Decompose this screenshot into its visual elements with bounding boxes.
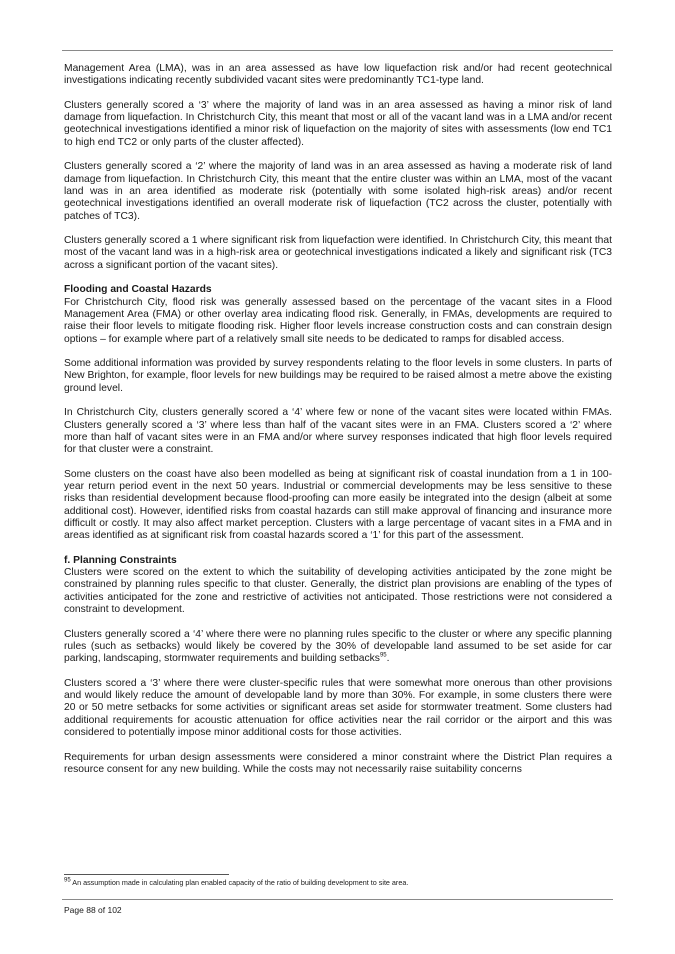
paragraph-text: Clusters generally scored a ‘4’ where there were no planning rules specific to the cluster or where any specific planning rules (such as setbacks) would likely be covered by the 30% of developable land assumed to be set aside for car parking, landscaping, stormwater requirements and building setbacks [64,628,612,665]
footnote-reference[interactable]: 95 [379,652,387,659]
paragraph: Clusters were scored on the extent to which the suitability of developing activities anticipated by the zone might be constrained by planning rules specific to that cluster. Generally, the district plan provisions are enabling of the types of activities anticipated for the zone and restrictive of activities not anticipated. Those restrictions were not considered a constraint to development. [64,567,612,616]
paragraph: In Christchurch City, clusters generally scored a ‘4’ where few or none of the vacant sites were located within FMAs. Clusters generally scored a ‘3’ where less than half of the vacant sites were in an FMA. Clusters scored a ‘2’ where more than half of vacant sites were in an FMA and/or where survey responses indicated that high floor levels required for that cluster were a constraint. [64,407,612,456]
body-text [64,63,612,789]
paragraph: Some additional information was provided by survey respondents relating to the floor levels in some clusters. In parts of New Brighton, for example, floor levels for new buildings may be required to be raised almost a metre above the existing ground level. [64,358,612,394]
paragraph: For Christchurch City, flood risk was generally assessed based on the percentage of the vacant sites in a Flood Management Area (FMA) or other overlay area indicating flood risk. Generally, in FMAs, developments are required to raise their floor levels to mitigate flooding risk. Higher floor levels increase construction costs and can constrain design options – for example where part of a relatively small site needs to be dedicated to ramps for disabled access. [64,296,612,345]
section-heading-planning: f. Planning Constraints [64,554,177,566]
section-heading-flooding: Flooding and Coastal Hazards [64,284,212,296]
paragraph: Clusters generally scored a ‘2’ where the majority of land was in an area assessed as having a moderate risk of land damage from liquefaction. In Christchurch City, this meant that the entire cluster was within an LMA, most of the vacant land was in an area identified as moderate risk (potentially with some isolated high-risk areas) and/or recent geotechnical investigations identified an overall moderate risk of liquefaction (TC2 across the cluster, potentially with patches of TC3). [64,161,612,222]
header-rule [62,50,613,51]
footnote [64,878,612,887]
paragraph: Clusters scored a ‘3’ where there were cluster-specific rules that were somewhat more onerous than other provisions and would likely reduce the amount of developable land by more than 30%. For example, in some clusters there were 20 or 50 metre setbacks for some activities or significant areas set aside for stormwater treatment. Some clusters had additional requirements for acoustic attenuation for office activities near the rail corridor or the airport and this was considered to potentially impose minor additional costs for those activities. [64,677,612,739]
footnote-rule [64,874,229,875]
paragraph: Clusters generally scored a 1 where significant risk from liquefaction were identified. In Christchurch City, this meant that most of the vacant land was in a high-risk area or geotechnical investigations indicated a likely and significant risk (TC3 across a significant portion of the vacant sites). [64,235,612,271]
footer-rule [62,899,613,900]
paragraph: Clusters generally scored a ‘3’ where the majority of land was in an area assessed as having a minor risk of land damage from liquefaction. In Christchurch City, this meant that most or all of the vacant land was in a LMA and/or recent geotechnical investigations identified a minor risk of liquefaction on the majority of sites with assessments (low end TC1 to high end TC2 or only parts of the cluster affected). [64,99,612,148]
paragraph: Requirements for urban design assessments were considered a minor constraint where the District Plan requires a resource consent for any new building. While the costs may not necessarily raise suitability concerns [64,751,612,775]
paragraph: Some clusters on the coast have also been modelled as being at significant risk of coastal inundation from a 1 in 100-year return period event in the next 50 years. Industrial or commercial developments may be less sensitive to these risks than residential development because flood-proofing can more easily be integrated into the design (albeit at some additional cost). However, identified risks from coastal hazards can still make approval of financing and insurance more difficult or costly. It may also affect market perception. Clusters with a large percentage of vacant sites in a FMA and in areas identified as at significant risk from coastal hazards scored a ‘1’ for this part of the assessment. [64,468,612,542]
paragraph [64,629,612,666]
footnote-text: An assumption made in calculating plan enabled capacity of the ratio of building development to site area. [70,878,409,887]
paragraph: Management Area (LMA), was in an area assessed as have low liquefaction risk and/or had recent geotechnical investigations indicating recently subdivided vacant sites were predominantly TC1-type land. [64,63,612,87]
page-number: Page 88 of 102 [64,905,122,915]
footnote-number: 95 [64,877,71,884]
paragraph-end: . [386,653,390,665]
